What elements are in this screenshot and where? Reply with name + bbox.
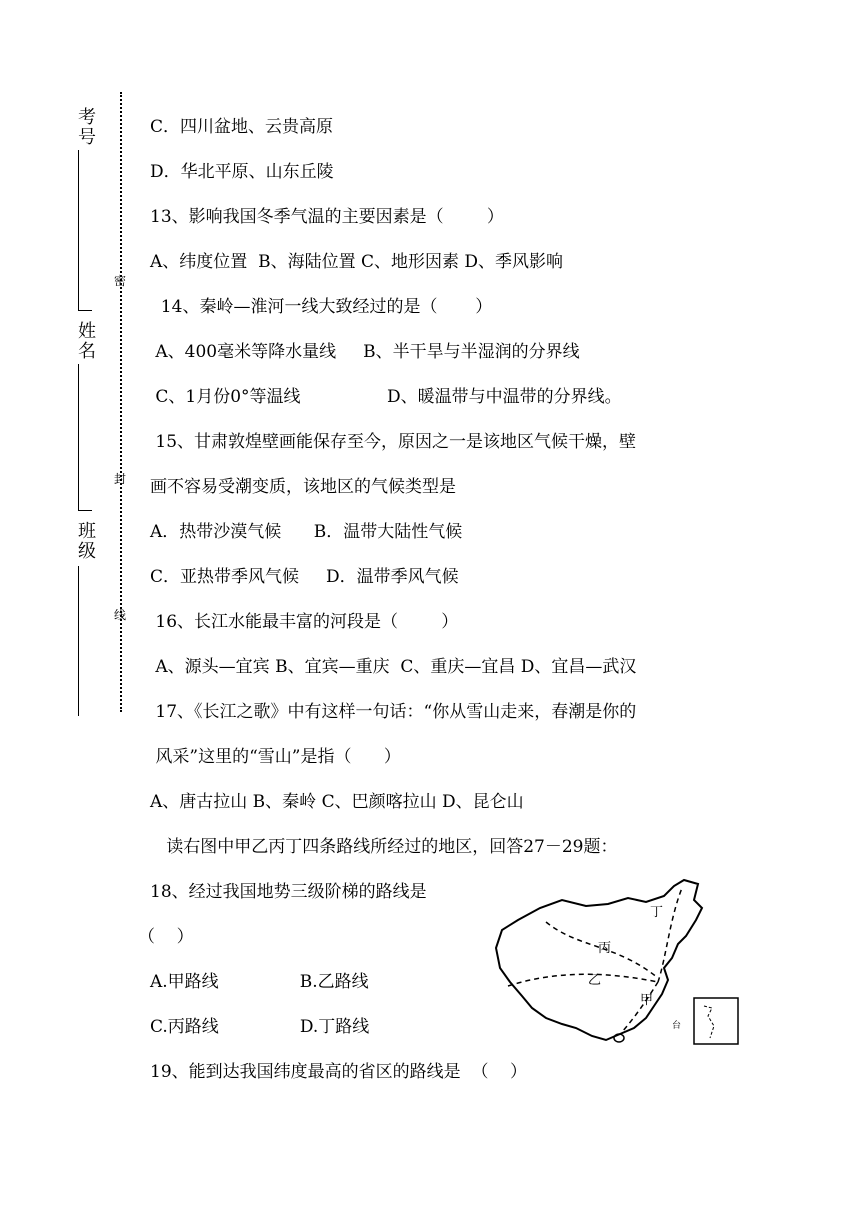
- route-ding: [658, 888, 682, 982]
- map-label-ding: 丁: [650, 905, 664, 920]
- map-label-jia: 甲: [640, 993, 654, 1008]
- exam-number-rule: [78, 150, 79, 310]
- map-label-bing: 丙: [598, 941, 612, 956]
- exam-number-rule-end: [78, 310, 92, 311]
- seal-char-xian: 线: [114, 608, 127, 622]
- inset-islands: [704, 1006, 714, 1038]
- question-17-line1: 17、《长江之歌》中有这样一句话：“你从雪山走来，春潮是你的: [150, 702, 637, 722]
- class-rule: [78, 566, 79, 716]
- china-route-map: [488, 878, 742, 1048]
- options-14-ab: A、400毫米等降水量线 B、半干旱与半湿润的分界线: [150, 342, 580, 362]
- map-instruction: 读右图中甲乙丙丁四条路线所经过的地区，回答27－29题：: [150, 837, 618, 857]
- class-label: 班级: [78, 521, 96, 562]
- south-china-sea-inset: [694, 998, 738, 1044]
- options-17: A、唐古拉山 B、秦岭 C、巴颜喀拉山 D、昆仑山: [150, 792, 524, 812]
- seal-char-mi: 密: [114, 274, 127, 288]
- options-18-ab: A.甲路线 B.乙路线: [150, 972, 369, 992]
- china-outline: [496, 880, 702, 1040]
- options-15-cd: C．亚热带季风气候 D．温带季风气候: [150, 567, 459, 587]
- seal-char-feng: 封: [114, 472, 127, 486]
- name-rule: [78, 364, 79, 510]
- name-label: 姓名: [78, 321, 96, 362]
- question-18-bracket: （ ）: [138, 927, 194, 947]
- option-12d: D．华北平原、山东丘陵: [150, 162, 334, 182]
- question-15-line2: 画不容易受潮变质，该地区的气候类型是: [150, 477, 456, 497]
- question-19: 19、能到达我国纬度最高的省区的路线是 （ ）: [150, 1062, 528, 1082]
- options-14-cd: C、1月份0°等温线 D、暖温带与中温带的分界线。: [150, 387, 622, 407]
- options-16: A、源头—宜宾 B、宜宾—重庆 C、重庆—宜昌 D、宜昌—武汉: [150, 657, 637, 677]
- options-15-ab: A．热带沙漠气候 B．温带大陆性气候: [150, 522, 463, 542]
- question-16: 16、长江水能最丰富的河段是（ ）: [150, 612, 459, 632]
- question-17-line2: 风采”这里的“雪山”是指（ ）: [150, 747, 401, 767]
- question-18: 18、经过我国地势三级阶梯的路线是: [150, 882, 427, 902]
- question-15-line1: 15、甘肃敦煌壁画能保存至今，原因之一是该地区气候干燥，壁: [150, 432, 637, 452]
- route-yi: [508, 974, 658, 986]
- name-rule-end: [78, 510, 92, 511]
- options-18-cd: C.丙路线 D.丁路线: [150, 1017, 370, 1037]
- map-label-taiwan: 台: [672, 1021, 682, 1031]
- exam-number-label: 考号: [78, 107, 96, 148]
- option-12c: C．四川盆地、云贵高原: [150, 117, 334, 137]
- map-label-yi: 乙: [588, 973, 602, 988]
- options-13: A、纬度位置 B、海陆位置 C、地形因素 D、季风影响: [150, 252, 564, 272]
- question-13: 13、影响我国冬季气温的主要因素是（ ）: [150, 207, 504, 227]
- question-14: 14、秦岭—淮河一线大致经过的是（ ）: [150, 297, 493, 317]
